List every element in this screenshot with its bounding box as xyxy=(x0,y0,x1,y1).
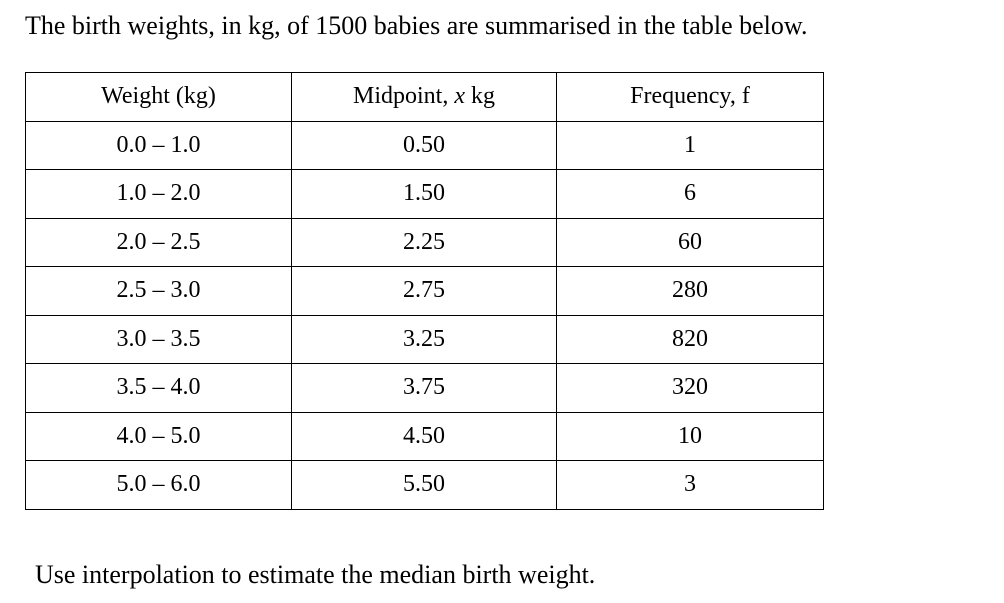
cell-frequency: 3 xyxy=(557,461,824,510)
birth-weight-table xyxy=(25,72,824,510)
table-row xyxy=(26,364,824,413)
cell-weight: 5.0 – 6.0 xyxy=(26,461,292,510)
cell-frequency: 60 xyxy=(557,218,824,267)
table-row xyxy=(26,218,824,267)
cell-frequency: 6 xyxy=(557,170,824,219)
table-row xyxy=(26,170,824,219)
header-weight: Weight (kg) xyxy=(26,73,292,122)
cell-weight: 3.0 – 3.5 xyxy=(26,315,292,364)
table-row xyxy=(26,461,824,510)
cell-frequency: 280 xyxy=(557,267,824,316)
cell-midpoint: 5.50 xyxy=(292,461,557,510)
cell-midpoint: 3.25 xyxy=(292,315,557,364)
table-row xyxy=(26,267,824,316)
table-row xyxy=(26,315,824,364)
header-midpoint-suffix: kg xyxy=(465,83,495,110)
cell-midpoint: 2.25 xyxy=(292,218,557,267)
birth-weight-table-container xyxy=(25,72,824,510)
cell-frequency: 320 xyxy=(557,364,824,413)
header-frequency: Frequency, f xyxy=(557,73,824,122)
cell-midpoint: 1.50 xyxy=(292,170,557,219)
header-midpoint xyxy=(292,73,557,122)
cell-weight: 2.5 – 3.0 xyxy=(26,267,292,316)
cell-midpoint: 3.75 xyxy=(292,364,557,413)
intro-text: The birth weights, in kg, of 1500 babies are summarised in the table below. xyxy=(25,11,808,40)
cell-weight: 3.5 – 4.0 xyxy=(26,364,292,413)
header-midpoint-variable: x xyxy=(454,83,465,110)
cell-midpoint: 0.50 xyxy=(292,121,557,170)
cell-weight: 0.0 – 1.0 xyxy=(26,121,292,170)
question-text: Use interpolation to estimate the median birth weight. xyxy=(35,560,596,589)
cell-midpoint: 4.50 xyxy=(292,412,557,461)
cell-frequency: 10 xyxy=(557,412,824,461)
header-midpoint-prefix: Midpoint, xyxy=(353,83,455,110)
cell-frequency: 820 xyxy=(557,315,824,364)
cell-weight: 2.0 – 2.5 xyxy=(26,218,292,267)
cell-weight: 4.0 – 5.0 xyxy=(26,412,292,461)
cell-midpoint: 2.75 xyxy=(292,267,557,316)
cell-frequency: 1 xyxy=(557,121,824,170)
table-row xyxy=(26,412,824,461)
table-header-row xyxy=(26,73,824,122)
cell-weight: 1.0 – 2.0 xyxy=(26,170,292,219)
table-row xyxy=(26,121,824,170)
